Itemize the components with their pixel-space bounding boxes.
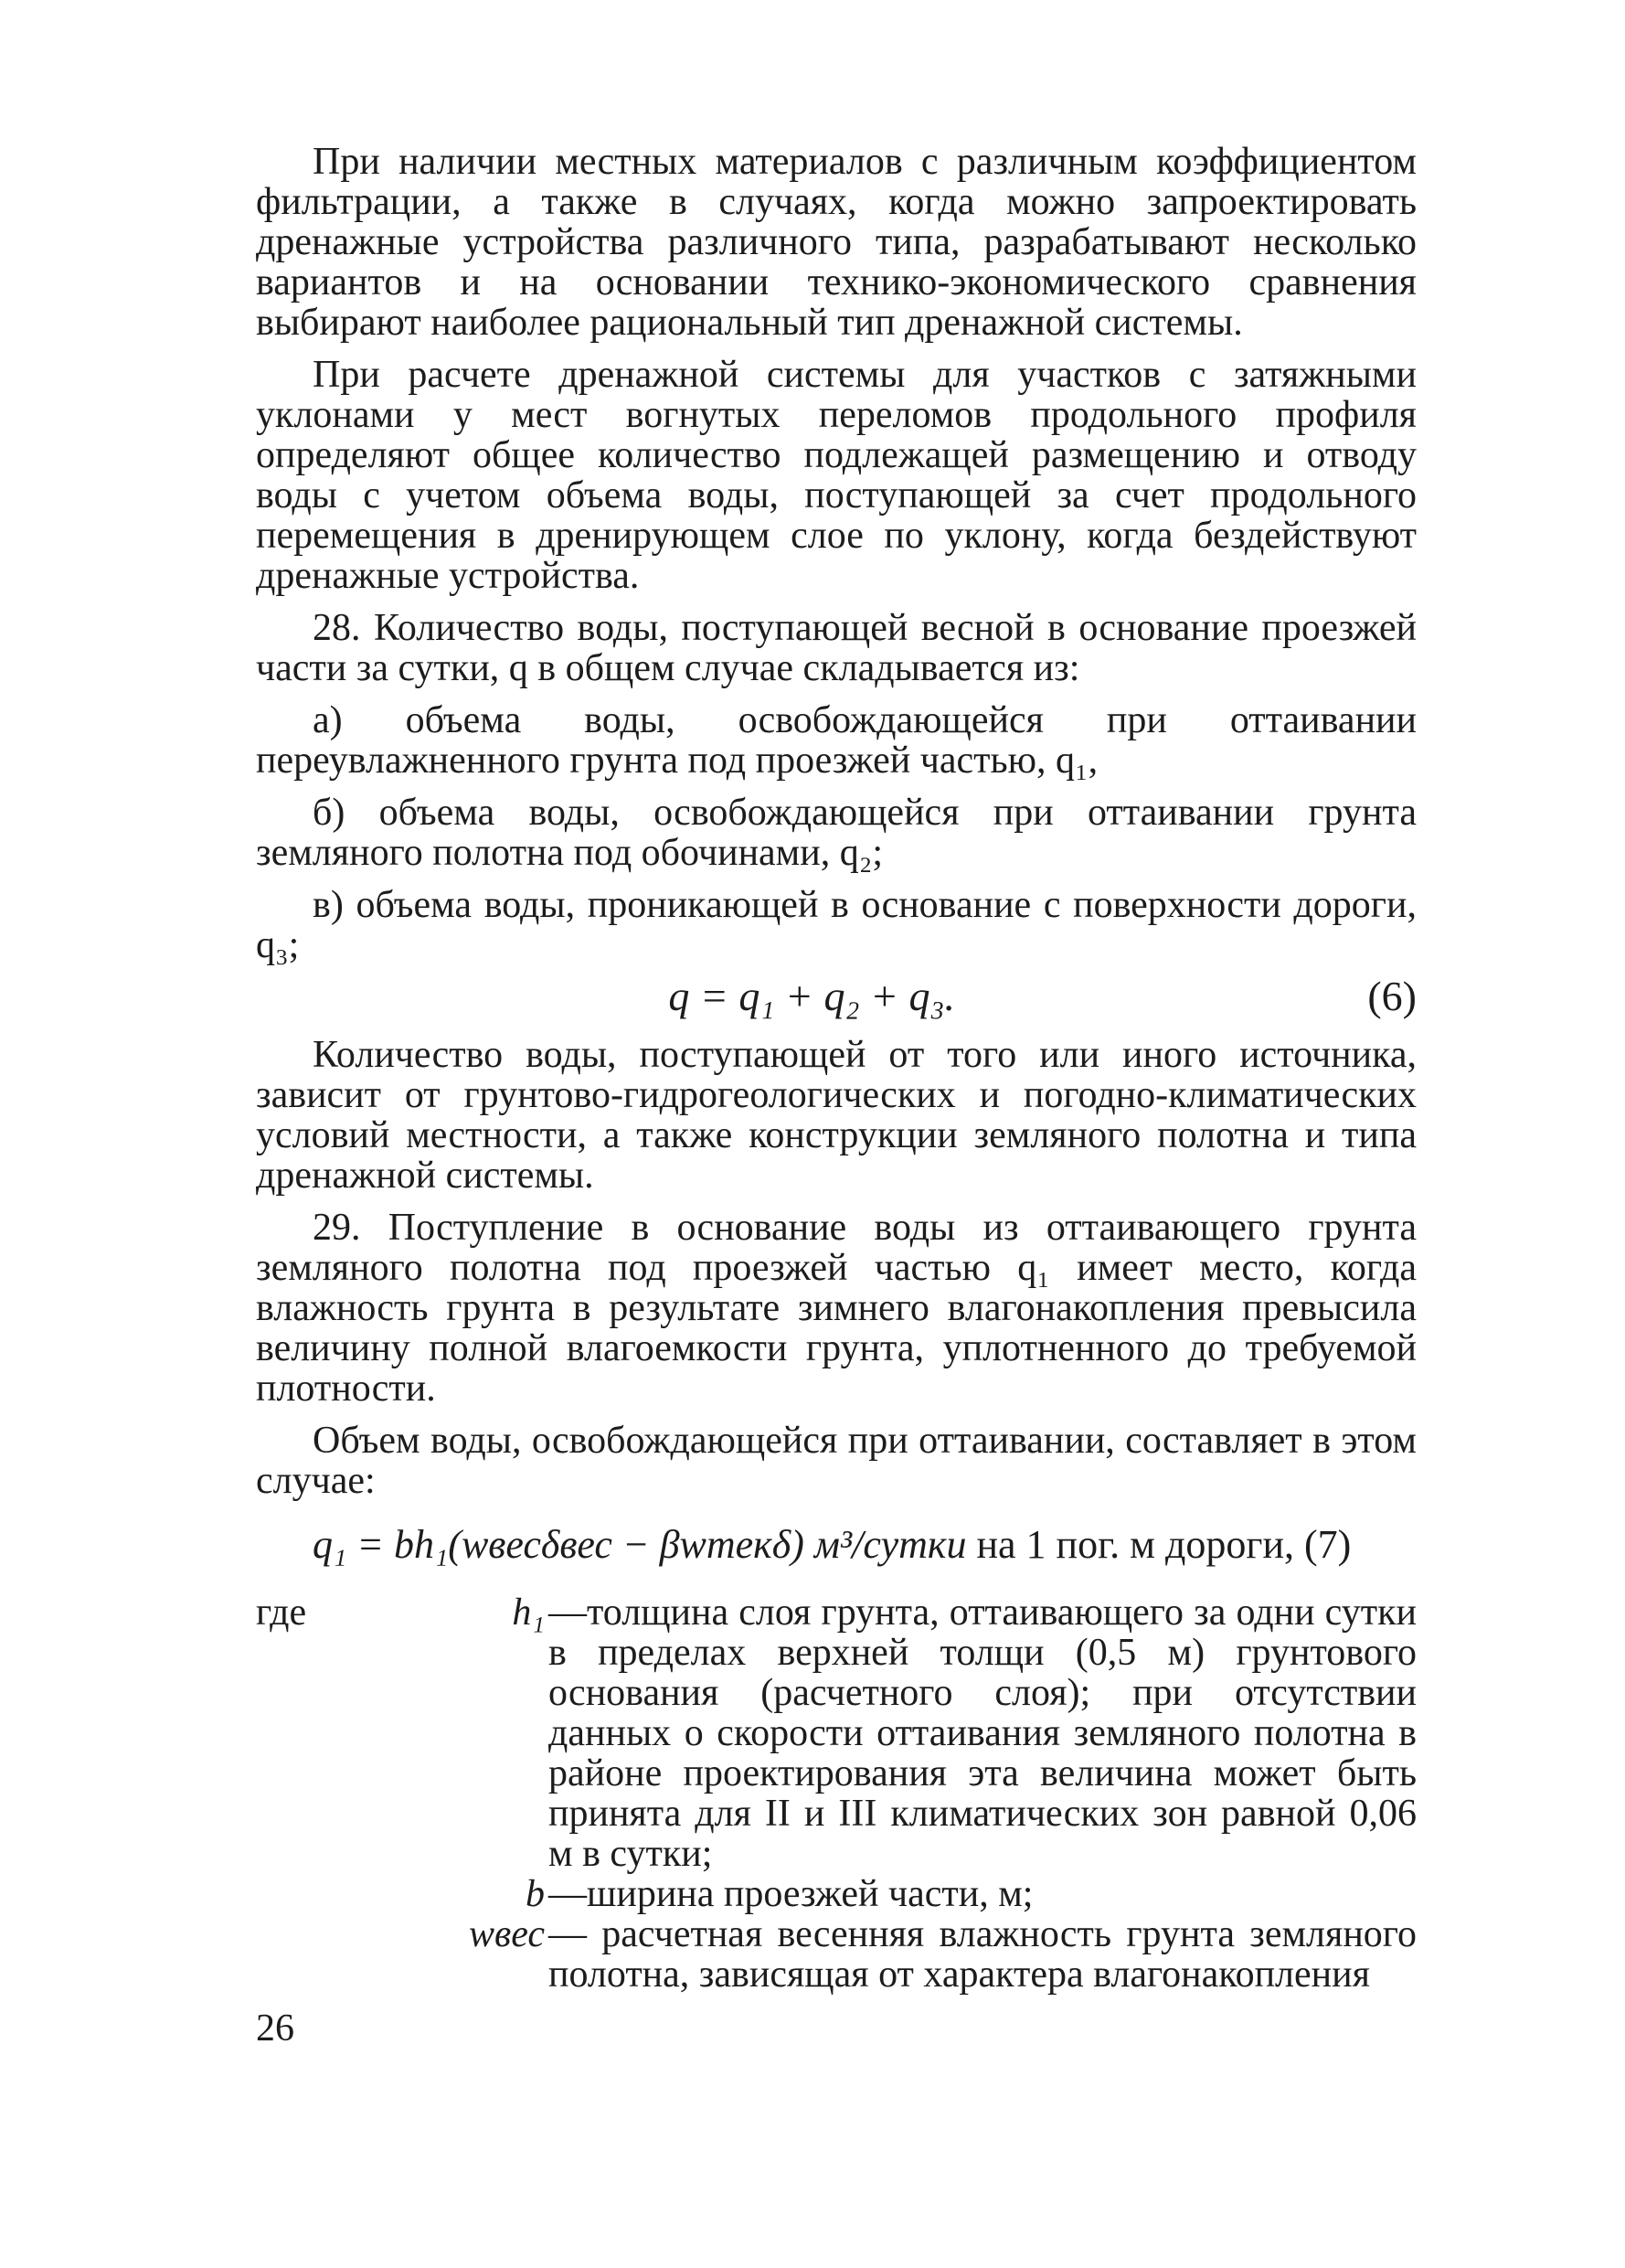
definition-text: — расчетная весенняя влажность грунта земляного полотна, зависящая от характера влагонакопления bbox=[548, 1913, 1417, 1996]
definition-symbol: h₁ bbox=[512, 1592, 545, 1634]
definition-symbol: wвес bbox=[469, 1913, 545, 1955]
list-item-b: б) объема воды, освобождающейся при оттаивании грунта земляного полотна под обочинами, q₂; bbox=[256, 792, 1417, 874]
list-item-c: в) объема воды, проникающей в основание с поверхности дороги, q₃; bbox=[256, 884, 1417, 966]
where-block bbox=[256, 1592, 1417, 1995]
paragraph-item-29: 29. Поступление в основание воды из оттаивающего грунта земляного полотна под проезжей частью q₁ имеет место, когда влажность грунта в результате зимнего влагонакопления превысила величину полной влагоемкости грунта, уплотненного до требуемой плотности. bbox=[256, 1207, 1417, 1410]
definition-text: —толщина слоя грунта, оттаивающего за одни сутки в пределах верхней толщи (0,5 м) грунтового основания (расчетного слоя); при отсутствии данных о скорости оттаивания земляного полотна в районе проектирования эта величина может быть принята для II и III климатических зон равной 0,06 м в сутки; bbox=[548, 1592, 1417, 1875]
equation-6-number: (6) bbox=[1367, 973, 1417, 1019]
paragraph-local-materials: При наличии местных материалов с различным коэффициентом фильтрации, а также в случаях, когда можно запроектировать дренажные устройства различного типа, разрабатывают несколько вариантов и на основании технико-экономического сравнения выбирают наиболее рациональный тип дренажной системы. bbox=[256, 141, 1417, 344]
definition-text: —ширина проезжей части, м; bbox=[548, 1873, 1034, 1915]
page-body bbox=[256, 142, 1417, 1995]
equation-7-suffix: на 1 пог. м дороги, (7) bbox=[966, 1522, 1352, 1567]
where-label: где bbox=[256, 1592, 307, 1634]
definitions-list bbox=[402, 1592, 1417, 1995]
equation-7 bbox=[256, 1522, 1417, 1567]
paragraph-water-sources: Количество воды, поступающей от того или иного источника, зависит от грунтово-гидрогеологических и погодно-климатических условий местности, а также конструкции земляного полотна и типа дренажной системы. bbox=[256, 1034, 1417, 1197]
equation-6-formula: q = q₁ + q₂ + q₃. bbox=[668, 973, 955, 1019]
list-item-a: а) объема воды, освобождающейся при оттаивании переувлажненного грунта под проезжей частью, q₁, bbox=[256, 699, 1417, 782]
definition-w-ves bbox=[384, 1914, 1417, 1995]
definition-b bbox=[384, 1874, 1417, 1914]
page-number: 26 bbox=[256, 2007, 294, 2050]
paragraph-volume-intro: Объем воды, освобождающейся при оттаивании, составляет в этом случае: bbox=[256, 1420, 1417, 1502]
equation-7-formula: q₁ = bh₁(wвесδвес − βwтекδ) м³/сутки bbox=[313, 1522, 967, 1567]
definition-h1 bbox=[384, 1592, 1417, 1874]
paragraph-item-28: 28. Количество воды, поступающей весной в основание проезжей части за сутки, q в общем случае складывается из: bbox=[256, 607, 1417, 689]
definition-symbol: b bbox=[526, 1873, 545, 1915]
paragraph-drainage-calculation: При расчете дренажной системы для участков с затяжными уклонами у мест вогнутых переломов продольного профиля определяют общее количество подлежащей размещению и отводу воды с учетом объема воды, поступающей за счет продольного перемещения в дренирующем слое по уклону, когда бездействуют дренажные устройства. bbox=[256, 354, 1417, 597]
equation-6 bbox=[256, 973, 1417, 1019]
